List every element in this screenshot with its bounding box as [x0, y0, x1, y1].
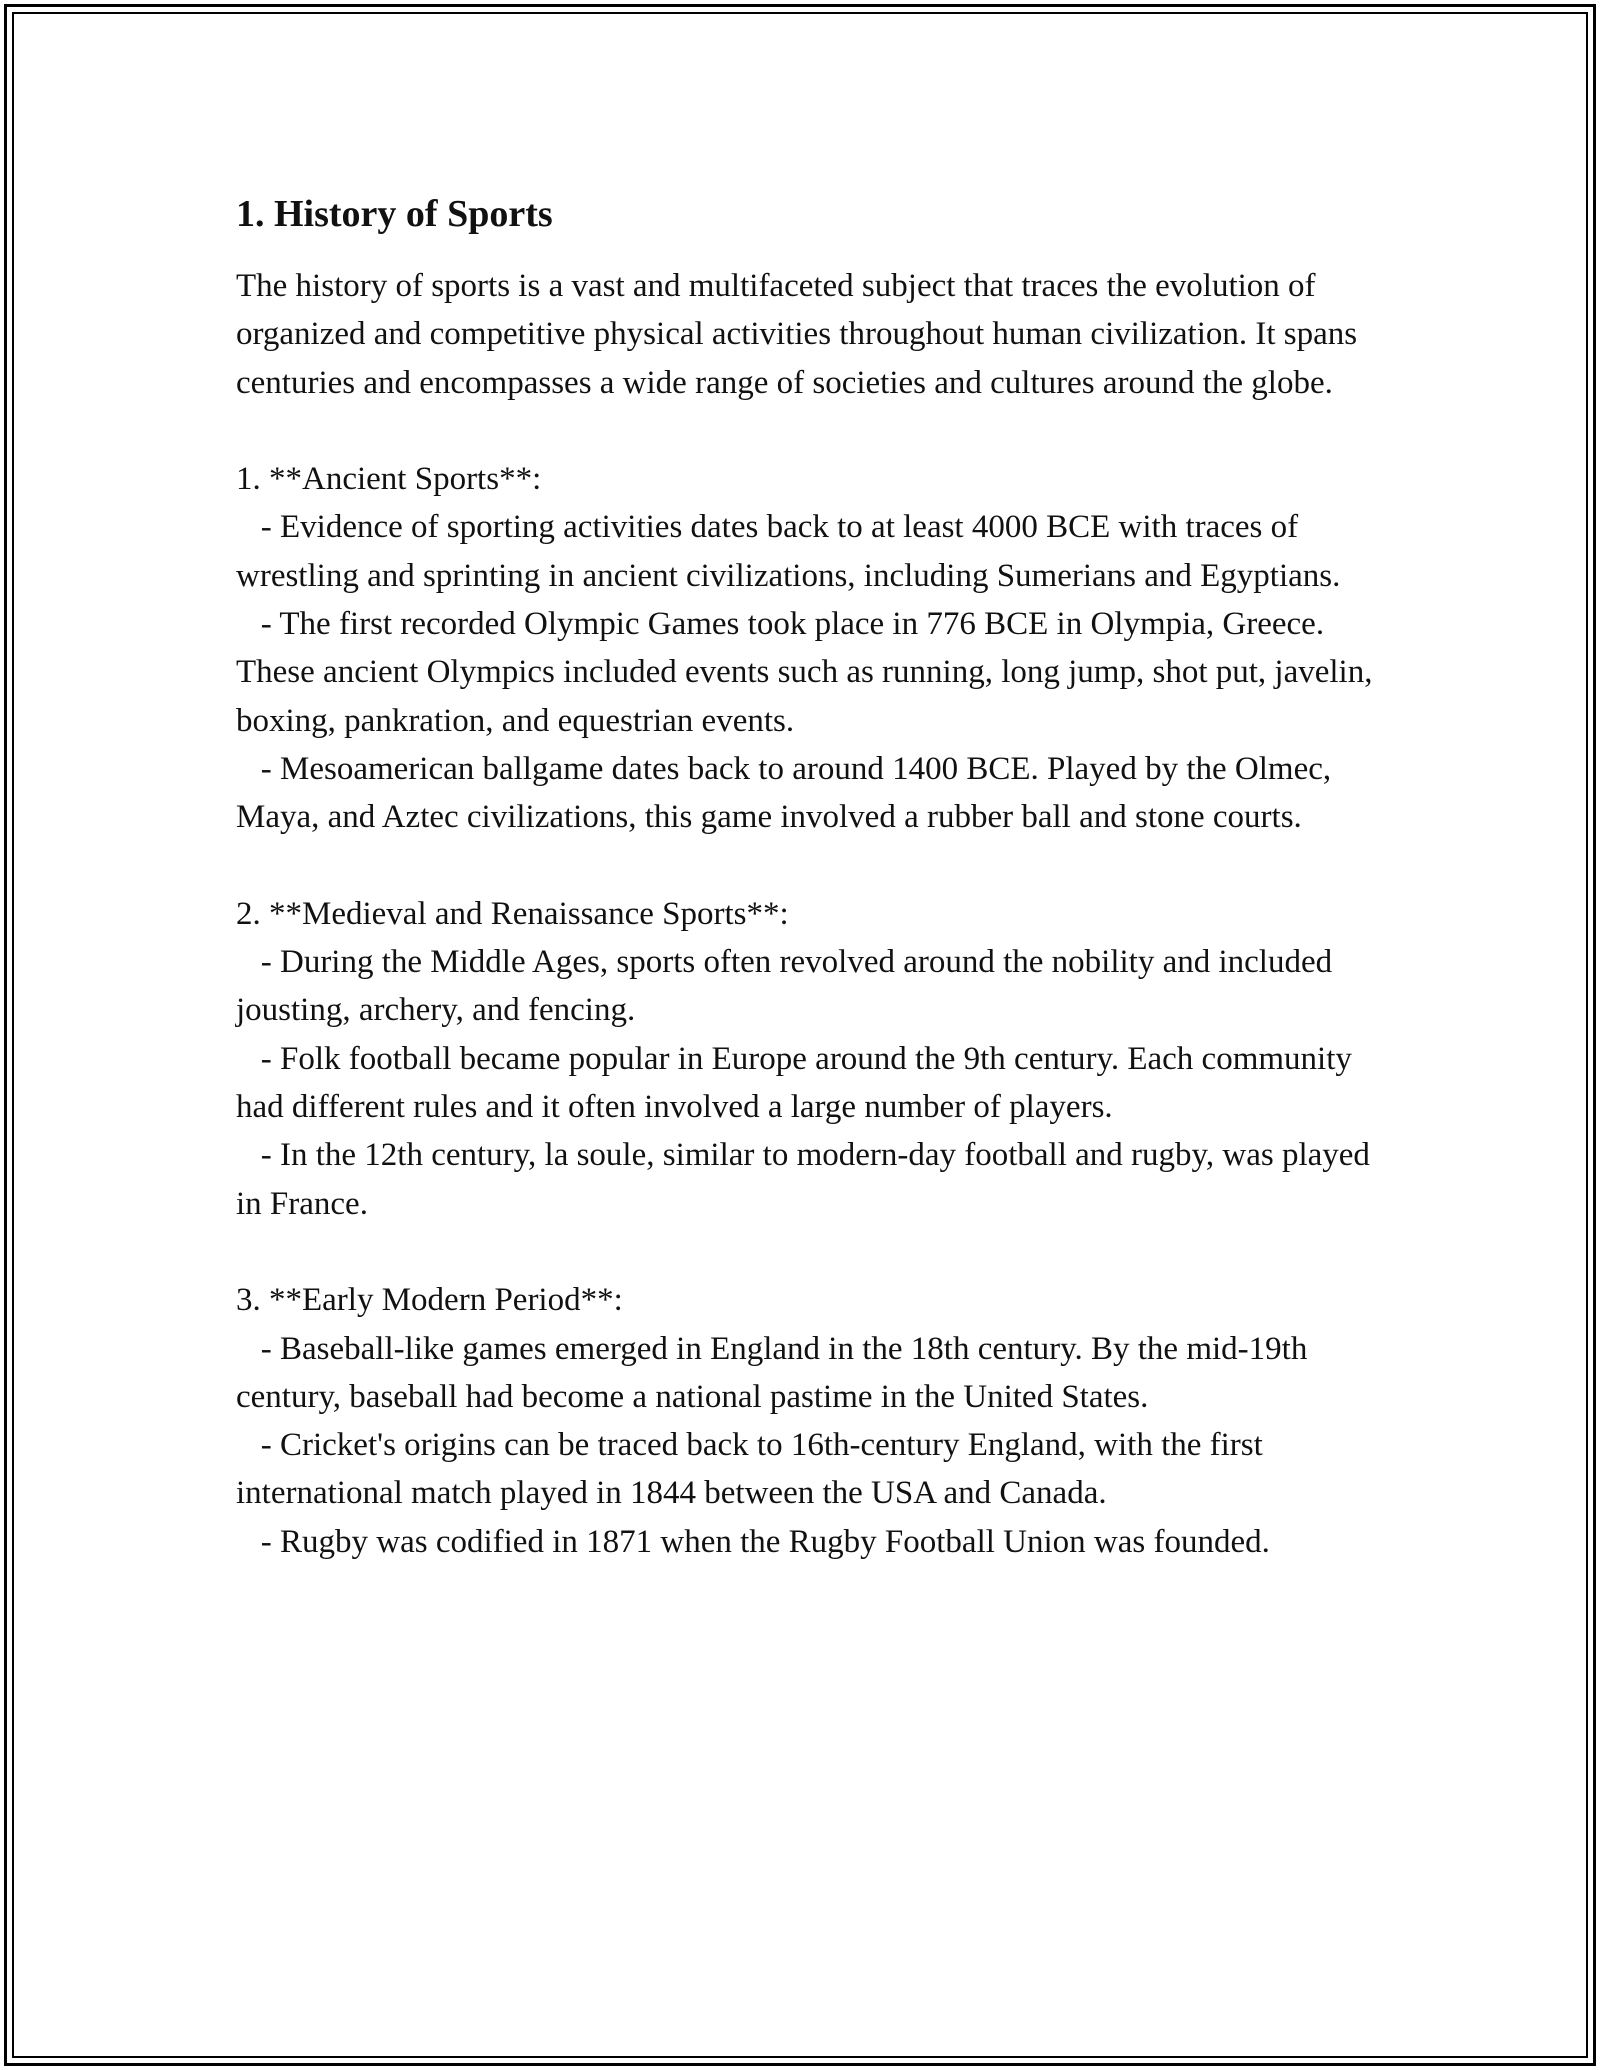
list-item: - Evidence of sporting activities dates back to at least 4000 BCE with traces of wrestling and sprinting in ancient civilizations, including Sumerians and Egyptians. — [236, 509, 1341, 594]
list-item: - Folk football became popular in Europe around the 9th century. Each community had different rules and it often involved a large number of players. — [236, 1040, 1361, 1126]
page-title: 1. History of Sports — [236, 193, 553, 235]
list-item: - Mesoamerican ballgame dates back to around 1400 BCE. Played by the Olmec, Maya, and Aztec civilizations, this game involved a rubber ball and stone courts. — [236, 750, 1340, 836]
list-item: - The first recorded Olympic Games took place in 776 BCE in Olympia, Greece. These ancient Olympics included events such as running, long jump, shot put, javelin, boxing, pankration, and equestrian events. — [236, 606, 1381, 739]
intro-paragraph: The history of sports is a vast and multifaceted subject that traces the evolution of organized and competitive physical activities throughout human civilization. It spans centuries and encompasses a wide range of societies and cultures around the globe. — [236, 268, 1366, 401]
list-item: - In the 12th century, la soule, similar to modern-day football and rugby, was played in France. — [236, 1137, 1379, 1222]
list-item: - Rugby was codified in 1871 when the Rugby Football Union was founded. — [236, 1523, 1270, 1560]
section-early-modern — [236, 1276, 1386, 1566]
section-title: 2. **Medieval and Renaissance Sports**: — [236, 895, 789, 932]
list-item: - During the Middle Ages, sports often revolved around the nobility and included jousting, archery, and fencing. — [236, 944, 1341, 1029]
section-ancient-sports — [236, 455, 1386, 841]
section-medieval-renaissance — [236, 890, 1386, 1228]
section-title: 3. **Early Modern Period**: — [236, 1282, 623, 1319]
document-body — [236, 190, 1386, 1566]
list-item: - Baseball-like games emerged in England in the 18th century. By the mid-19th century, baseball had become a national pastime in the United States. — [236, 1330, 1316, 1415]
list-item: - Cricket's origins can be traced back to 16th-century England, with the first international match played in 1844 between the USA and Canada. — [236, 1427, 1272, 1512]
section-title: 1. **Ancient Sports**: — [236, 461, 542, 498]
